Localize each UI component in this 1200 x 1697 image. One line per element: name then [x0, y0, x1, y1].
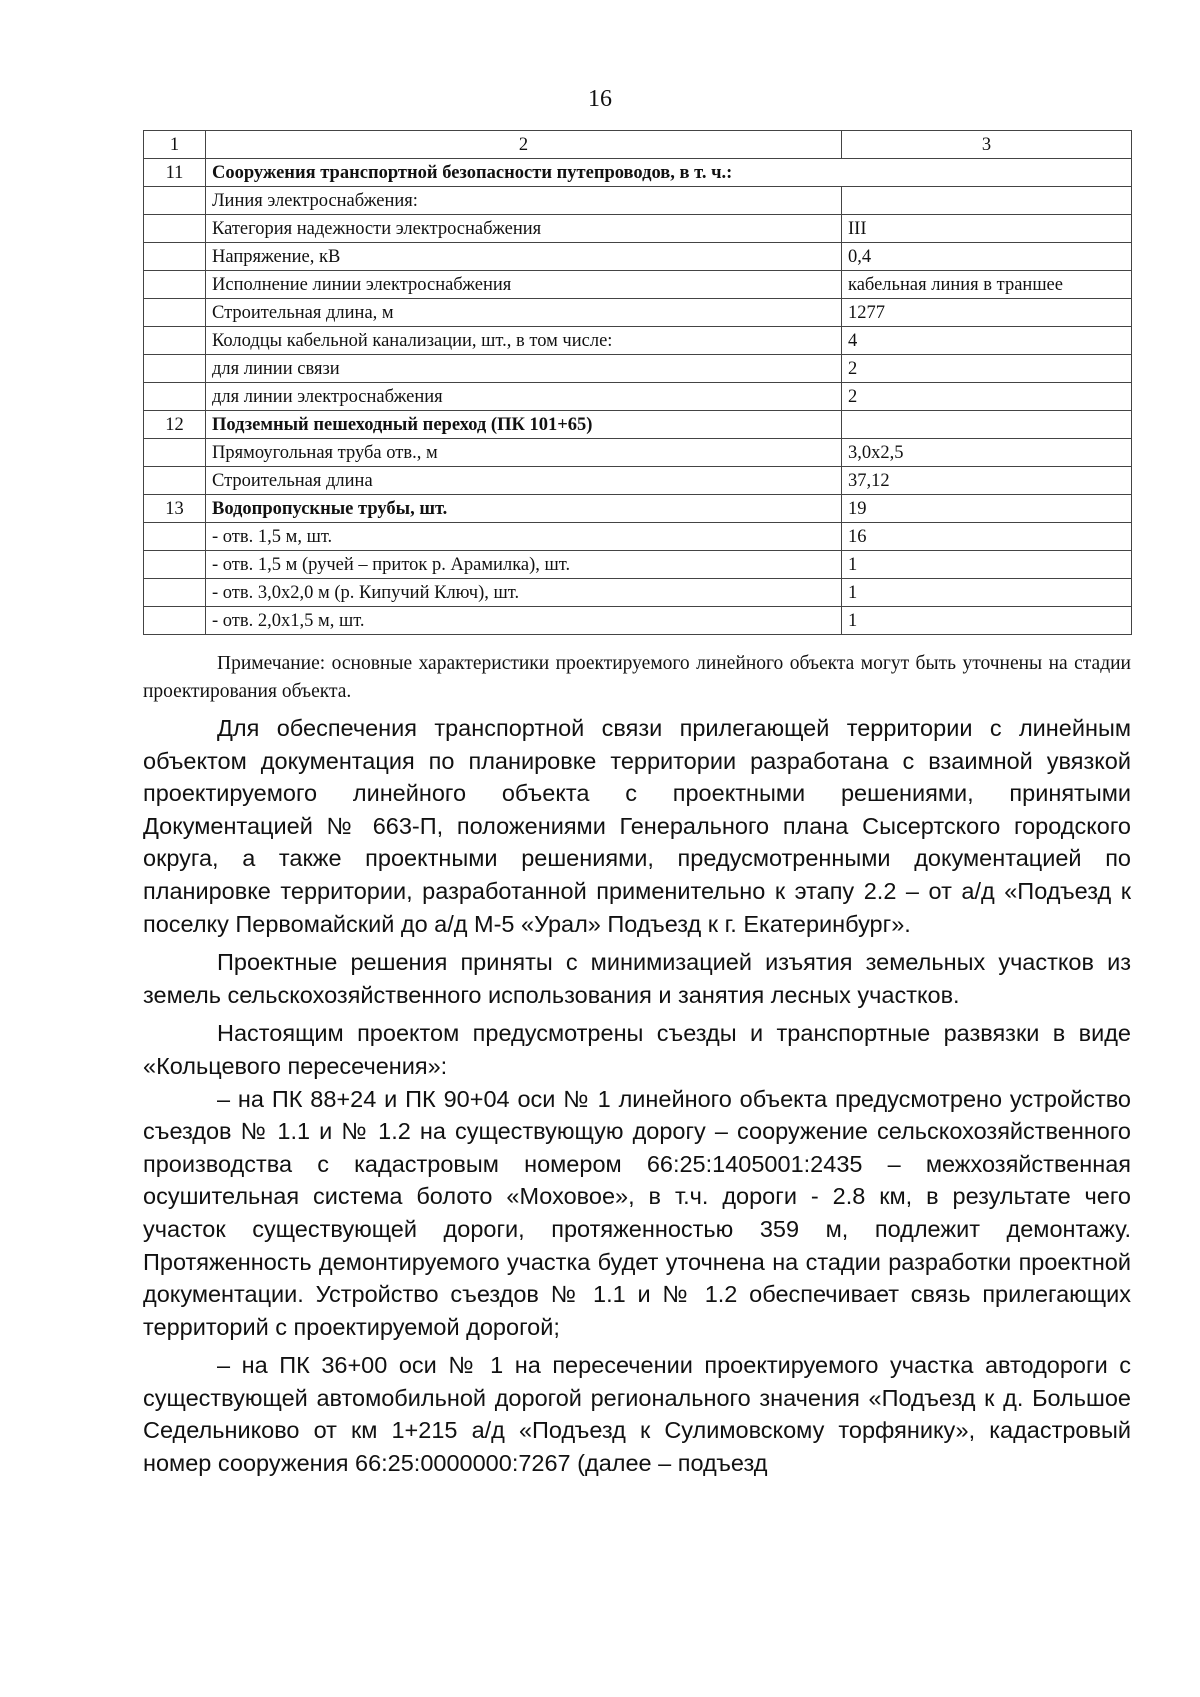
row-name: - отв. 3,0х2,0 м (р. Кипучий Ключ), шт. [206, 579, 842, 607]
row-value: 0,4 [842, 243, 1132, 271]
row-number [144, 271, 206, 299]
row-name: - отв. 2,0х1,5 м, шт. [206, 607, 842, 635]
row-value: 3,0х2,5 [842, 439, 1132, 467]
column-header: 3 [842, 131, 1132, 159]
page-number: 16 [588, 86, 612, 112]
row-number: 13 [144, 495, 206, 523]
row-name: Колодцы кабельной канализации, шт., в том числе: [206, 327, 842, 355]
row-number [144, 439, 206, 467]
row-value: 2 [842, 383, 1132, 411]
table-row [144, 355, 1132, 383]
row-value: кабельная линия в траншее [842, 271, 1132, 299]
row-number [144, 383, 206, 411]
row-value: III [842, 215, 1132, 243]
row-number: 11 [144, 159, 206, 187]
table-row [144, 383, 1132, 411]
row-name: Линия электроснабжения: [206, 187, 842, 215]
table-row [144, 579, 1132, 607]
row-number [144, 467, 206, 495]
paragraph: – на ПК 36+00 оси № 1 на пересечении проектируемого участка автодороги с существующей автомобильной дорогой регионального значения «Подъезд к д. Большое Седельниково от км 1+215 а/д «Подъезд к Сулимовскому торфянику», кадастровый номер сооружения 66:25:0000000:7267 (далее – подъезд [143, 1352, 1131, 1477]
table-row [144, 607, 1132, 635]
row-number [144, 579, 206, 607]
row-value: 37,12 [842, 467, 1132, 495]
row-value: 4 [842, 327, 1132, 355]
row-value: 1277 [842, 299, 1132, 327]
characteristics-table [143, 130, 1132, 635]
row-name: Строительная длина [206, 467, 842, 495]
paragraph: Проектные решения приняты с минимизацией изъятия земельных участков из земель сельскохозяйственного использования и занятия лесных участков. [143, 949, 1131, 1008]
row-name: Подземный пешеходный переход (ПК 101+65) [206, 411, 842, 439]
table-row [144, 411, 1132, 439]
table-row [144, 467, 1132, 495]
table-row [144, 299, 1132, 327]
row-number [144, 523, 206, 551]
row-value: 16 [842, 523, 1132, 551]
row-name: для линии электроснабжения [206, 383, 842, 411]
table-row [144, 271, 1132, 299]
table-row [144, 187, 1132, 215]
row-name: Исполнение линии электроснабжения [206, 271, 842, 299]
row-number [144, 607, 206, 635]
row-number [144, 551, 206, 579]
row-name: Строительная длина, м [206, 299, 842, 327]
paragraph: – на ПК 88+24 и ПК 90+04 оси № 1 линейного объекта предусмотрено устройство съездов № 1.1 и № 1.2 на существующую дорогу – сооружение сельскохозяйственного производства с кадастровым номером 66:25:1405001:2435 – межхозяйственная осушительная система болото «Моховое», в т.ч. дороги - 2.8 км, в результате чего участок существующей дороги, протяженностью 359 м, подлежит демонтажу. Протяженность демонтируемого участка будет уточнена на стадии разработки проектной документации. Устройство съездов № 1.1 и № 1.2 обеспечивает связь прилегающих территорий с проектируемой дорогой; [143, 1085, 1131, 1340]
row-name: Прямоугольная труба отв., м [206, 439, 842, 467]
row-number [144, 327, 206, 355]
paragraph: Настоящим проектом предусмотрены съезды и транспортные развязки в виде «Кольцевого пересечения»: [143, 1020, 1131, 1079]
row-number [144, 355, 206, 383]
row-name: Категория надежности электроснабжения [206, 215, 842, 243]
row-number [144, 243, 206, 271]
paragraph: Для обеспечения транспортной связи прилегающей территории с линейным объектом документация по планировке территории разработана с взаимной увязкой проектируемого линейного объекта с проектными решениями, принятыми Документацией № 663-П, положениями Генерального плана Сысертского городского округа, а также проектными решениями, предусмотренными документацией по планировке территории, разработанной применительно к этапу 2.2 – от а/д «Подъезд к поселку Первомайский до а/д М-5 «Урал» Подъезд к г. Екатеринбург». [143, 715, 1131, 937]
table-row [144, 215, 1132, 243]
row-number [144, 299, 206, 327]
row-value: 19 [842, 495, 1132, 523]
row-name: для линии связи [206, 355, 842, 383]
row-name: - отв. 1,5 м (ручей – приток р. Арамилка), шт. [206, 551, 842, 579]
row-value: 1 [842, 607, 1132, 635]
row-value [842, 187, 1132, 215]
row-name: Водопропускные трубы, шт. [206, 495, 842, 523]
table-row [144, 439, 1132, 467]
row-value: 1 [842, 551, 1132, 579]
row-value: 1 [842, 579, 1132, 607]
table-row [144, 159, 1132, 187]
table-row [144, 523, 1132, 551]
row-value: 2 [842, 355, 1132, 383]
table-row [144, 495, 1132, 523]
table-row [144, 243, 1132, 271]
table-row [144, 327, 1132, 355]
row-name: Напряжение, кВ [206, 243, 842, 271]
table-row [144, 551, 1132, 579]
column-header: 1 [144, 131, 206, 159]
row-number: 12 [144, 411, 206, 439]
row-number [144, 187, 206, 215]
table-header-row [144, 131, 1132, 159]
table-note: Примечание: основные характеристики проектируемого линейного объекта могут быть уточнены на стадии проектирования объекта. [143, 653, 1131, 702]
row-name: - отв. 1,5 м, шт. [206, 523, 842, 551]
row-number [144, 215, 206, 243]
body-text [143, 712, 1131, 1480]
column-header: 2 [206, 131, 842, 159]
row-name: Сооружения транспортной безопасности путепроводов, в т. ч.: [206, 159, 1132, 187]
row-value [842, 411, 1132, 439]
